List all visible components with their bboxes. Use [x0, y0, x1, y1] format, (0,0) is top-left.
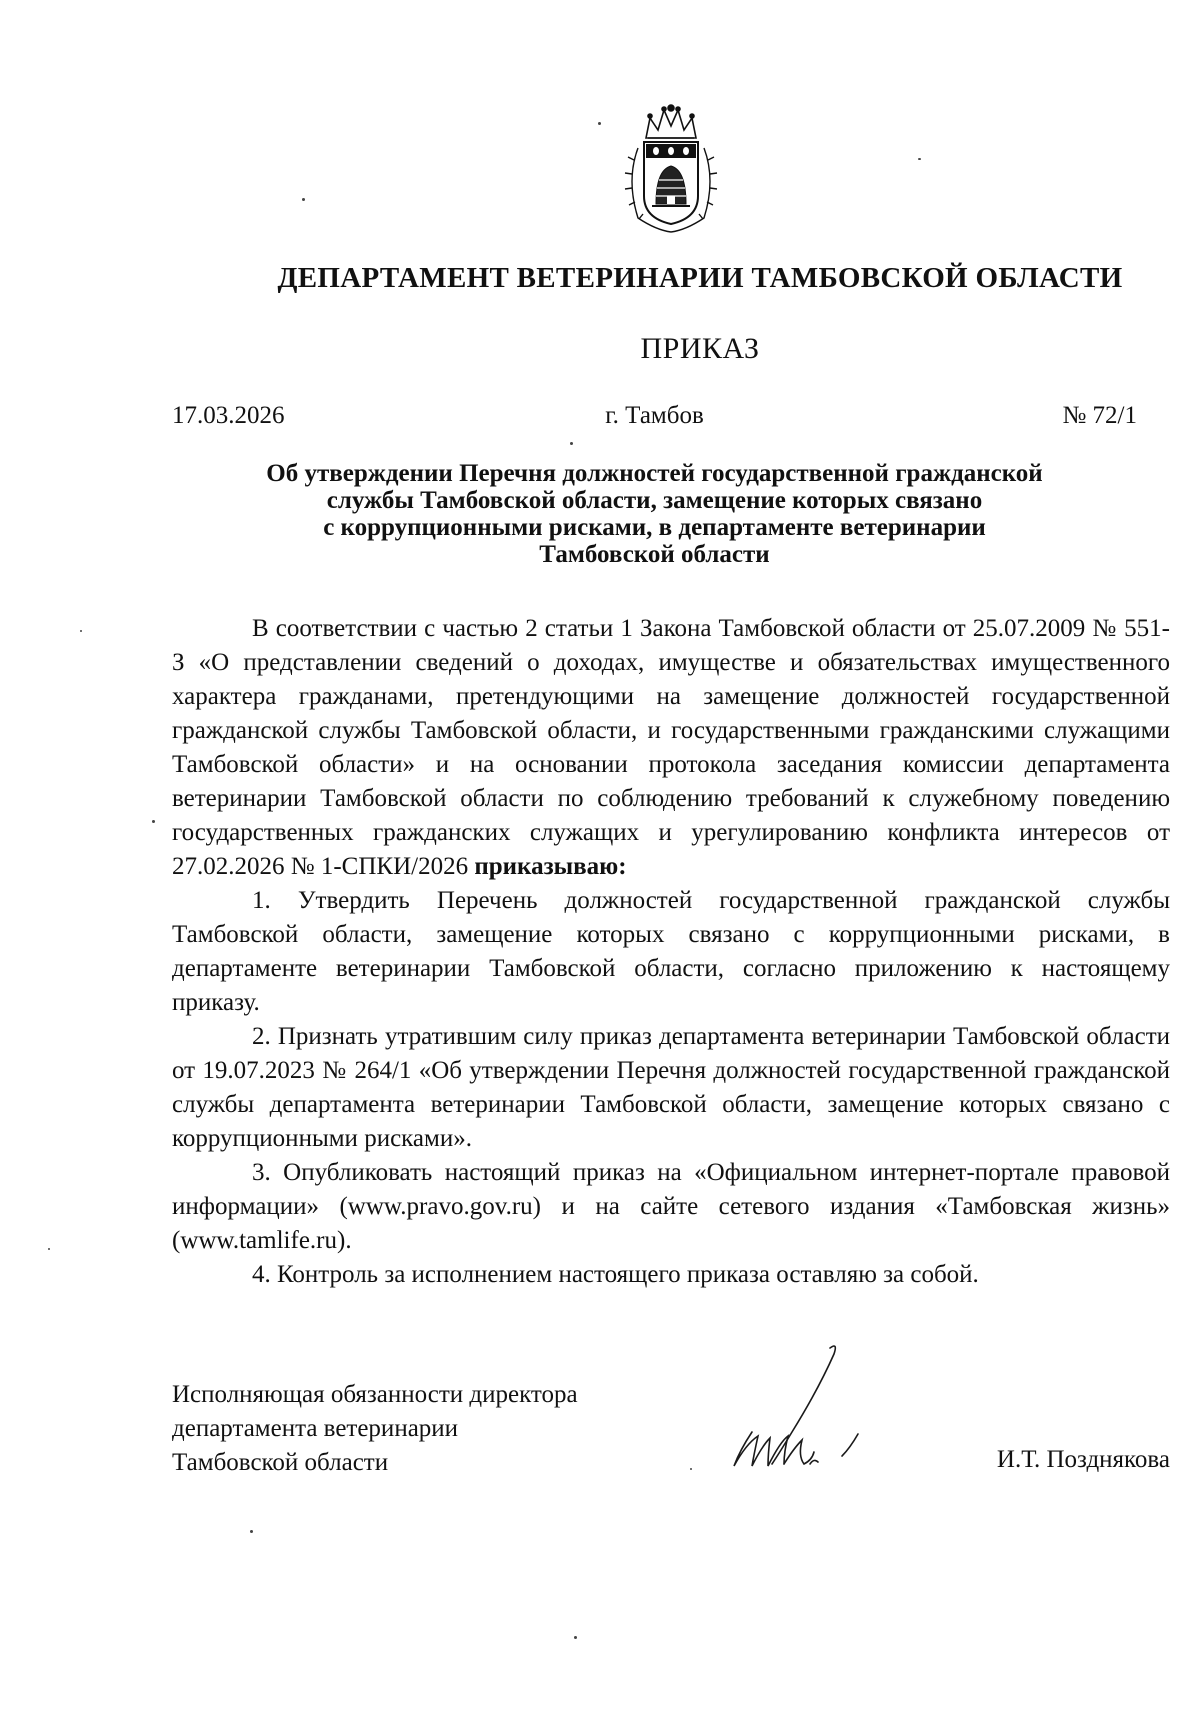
order-city: г. Тамбов — [605, 402, 704, 429]
signer-name: И.Т. Позднякова — [996, 1446, 1170, 1473]
order-item: 1. Утвердить Перечень должностей государственной гражданской службы Тамбовской области, замещение которых связано с коррупционными рисками, в департаменте ветеринарии Тамбовской области, согласно приложению к настоящему приказу. — [172, 887, 1170, 1016]
document-type: ПРИКАЗ — [640, 332, 760, 365]
scan-speck — [570, 442, 573, 445]
order-subject — [172, 460, 1137, 568]
preamble-paragraph — [172, 612, 1170, 884]
scan-speck — [80, 630, 82, 632]
order-item: 4. Контроль за исполнением настоящего приказа оставляю за собой. — [252, 1261, 979, 1288]
subject-line: службы Тамбовской области, замещение которых связано — [326, 487, 983, 514]
scan-speck — [250, 1530, 253, 1533]
signer-position-line: Тамбовской области — [172, 1449, 389, 1476]
scan-speck — [152, 820, 155, 823]
signer-position — [172, 1378, 692, 1480]
preamble-text: В соответствии с частью 2 статьи 1 Закона Тамбовской области от 25.07.2009 № 551-З «О представлении сведений о доходах, имуществе и обязательствах имущественного характера гражданами, претендующими на замещение должностей государственной гражданской службы Тамбовской области, и государственными гражданскими служащими Тамбовской области» и на основании протокола заседания комиссии департамента ветеринарии Тамбовской области по соблюдению требований к служебному поведению государственных гражданских служащих и урегулированию конфликта интересов от 27.02.2026 № 1-СПКИ/2026 — [172, 615, 1170, 880]
order-body — [172, 612, 1170, 1292]
scan-speck — [574, 1636, 577, 1639]
document-meta — [172, 402, 1137, 438]
subject-line: с коррупционными рисками, в департаменте ветеринарии — [323, 514, 986, 541]
handwritten-signature-icon — [722, 1340, 882, 1480]
scan-speck — [48, 1248, 50, 1250]
subject-line: Об утверждении Перечня должностей государственной гражданской — [266, 460, 1043, 487]
subject-line: Тамбовской области — [539, 541, 770, 568]
order-item: 2. Признать утратившим силу приказ департамента ветеринарии Тамбовской области от 19.07.2023 № 264/1 «Об утверждении Перечня должностей государственной гражданской службы департамента ветеринарии Тамбовской области, замещение которых связано с коррупционными рисками». — [172, 1023, 1170, 1152]
signer-position-line: департамента ветеринарии — [172, 1415, 459, 1442]
order-directive: приказываю: — [474, 853, 627, 880]
signer-position-line: Исполняющая обязанности директора — [172, 1381, 578, 1408]
department-title: ДЕПАРТАМЕНТ ВЕТЕРИНАРИИ ТАМБОВСКОЙ ОБЛАСТИ — [277, 262, 1123, 294]
scan-speck — [302, 198, 305, 201]
scan-speck — [598, 122, 601, 125]
tambov-coat-of-arms-icon — [616, 100, 726, 235]
scan-speck — [918, 158, 921, 160]
order-date: 17.03.2026 — [172, 402, 285, 429]
scan-speck — [690, 1468, 692, 1470]
order-item: 3. Опубликовать настоящий приказ на «Официальном интернет-портале правовой информации» (www.pravo.gov.ru) и на сайте сетевого издания «Тамбовская жизнь» (www.tamlife.ru). — [172, 1159, 1170, 1254]
order-number: № 72/1 — [1062, 402, 1137, 429]
